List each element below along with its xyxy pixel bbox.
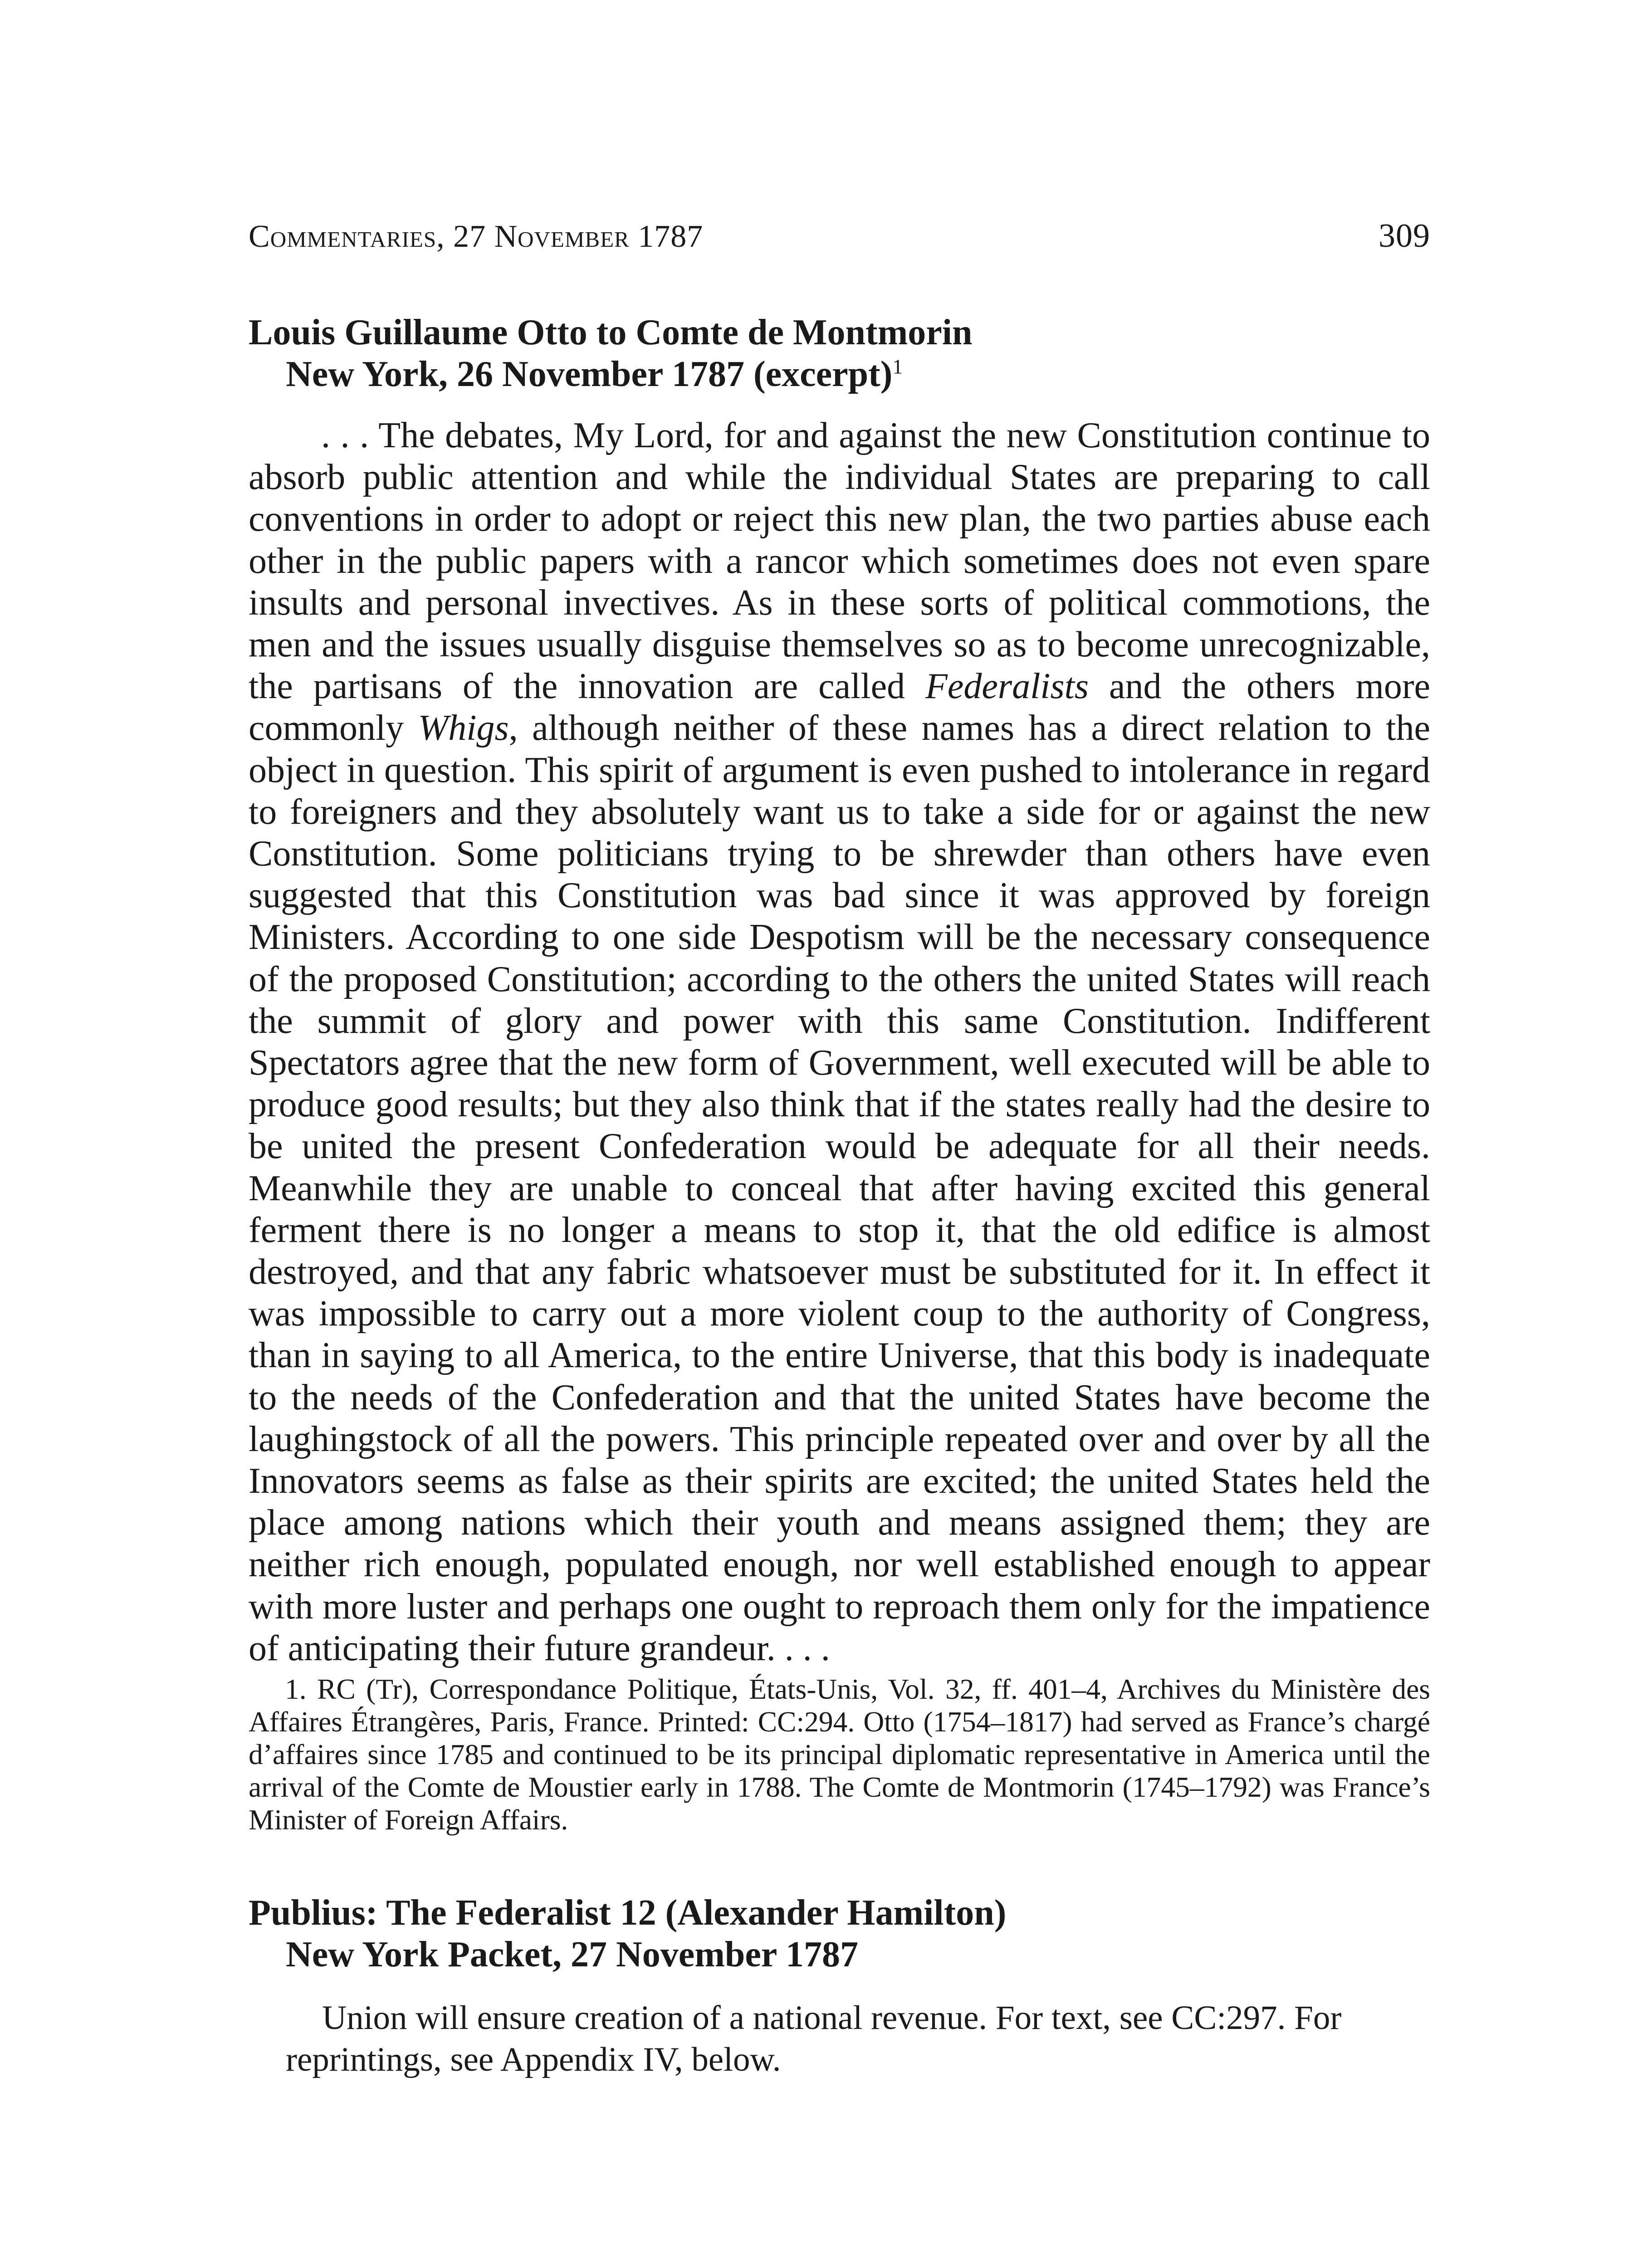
body-part-2: and the others more commonly bbox=[249, 666, 1430, 748]
document-2-title-line2: New York Packet, 27 November 1787 bbox=[286, 1935, 858, 1975]
document-1-title-line1: Louis Guillaume Otto to Comte de Montmorin bbox=[249, 313, 973, 352]
running-head-section: Commentaries, 27 November 1787 bbox=[249, 219, 704, 254]
document-1-body bbox=[249, 415, 1430, 1669]
document-1-title bbox=[249, 312, 1430, 395]
running-head bbox=[249, 213, 1430, 259]
body-part-1: . . . The debates, My Lord, for and against the new Constitution continue to absorb public attention and while the individual States are preparing to call conventions in order to adopt or reject this new plan, the two parties abuse each other in the public papers with a rancor which sometimes does not even spare insults and personal invectives. As in these sorts of political commotions, the men and the issues usually disguise themselves so as to become unrecognizable, the partisans of the innovation are called bbox=[249, 415, 1430, 707]
body-part-3: , although neither of these names has a direct relation to the object in question. This spirit of argument is even pushed to intolerance in regard to foreigners and they absolutely want us to take a side for or against the new Constitution. Some politicians trying to be shrewder than others have even suggested that this Constitution was bad since it was approved by foreign Ministers. According to one side Despotism will be the necessary consequence of the proposed Constitution; according to the others the united States will reach the summit of glory and power with this same Constitution. Indifferent Spectators agree that the new form of Government, well executed will be able to produce good results; but they also think that if the states really had the desire to be united the present Confederation would be adequate for all their needs. Meanwhile they are unable to conceal that after having excited this general ferment there is no longer a means to stop it, that the old edifice is almost destroyed, and that any fabric whatsoever must be substituted for it. In effect it was impossible to carry out a more violent coup to the authority of Congress, than in saying to all America, to the entire Universe, that this body is inadequate to the needs of the Confederation and that the united States have become the laughingstock of all the powers. This principle repeated over and over by all the Innovators seems as false as their spirits are excited; the united States held the place among nations which their youth and means assigned them; they are neither rich enough, populated enough, nor well established enough to appear with more luster and perhaps one ought to reproach them only for the impatience of anticipating their future grandeur. . . . bbox=[249, 708, 1431, 1668]
footnote-reference: 1 bbox=[892, 355, 903, 378]
document-1-title-line2: New York, 26 November 1787 (excerpt) bbox=[286, 354, 893, 394]
document-2-title-line1: Publius: The Federalist 12 (Alexander Hamilton) bbox=[249, 1893, 1007, 1933]
italic-whigs: Whigs bbox=[418, 708, 509, 748]
italic-federalists: Federalists bbox=[925, 666, 1089, 707]
book-page bbox=[249, 213, 1430, 2081]
document-2-title bbox=[249, 1892, 1430, 1975]
document-1-title-line2-wrap bbox=[249, 353, 1430, 395]
document-2-summary: Union will ensure creation of a national revenue. For text, see CC:297. For reprintings, see Appendix IV, below. bbox=[286, 1999, 1342, 2079]
page-number: 309 bbox=[1379, 217, 1430, 254]
document-1-footnote: 1. RC (Tr), Correspondance Politique, États-Unis, Vol. 32, ff. 401–4, Archives du Ministère des Affaires Étrangères, Paris, France. Printed: CC:294. Otto (1754–1817) had served as France’s chargé d’affaires since 1785 and continued to be its principal diplomatic representative in America until the arrival of the Comte de Moustier early in 1788. The Comte de Montmorin (1745–1792) was France’s Minister of Foreign Affairs. bbox=[249, 1673, 1430, 1836]
